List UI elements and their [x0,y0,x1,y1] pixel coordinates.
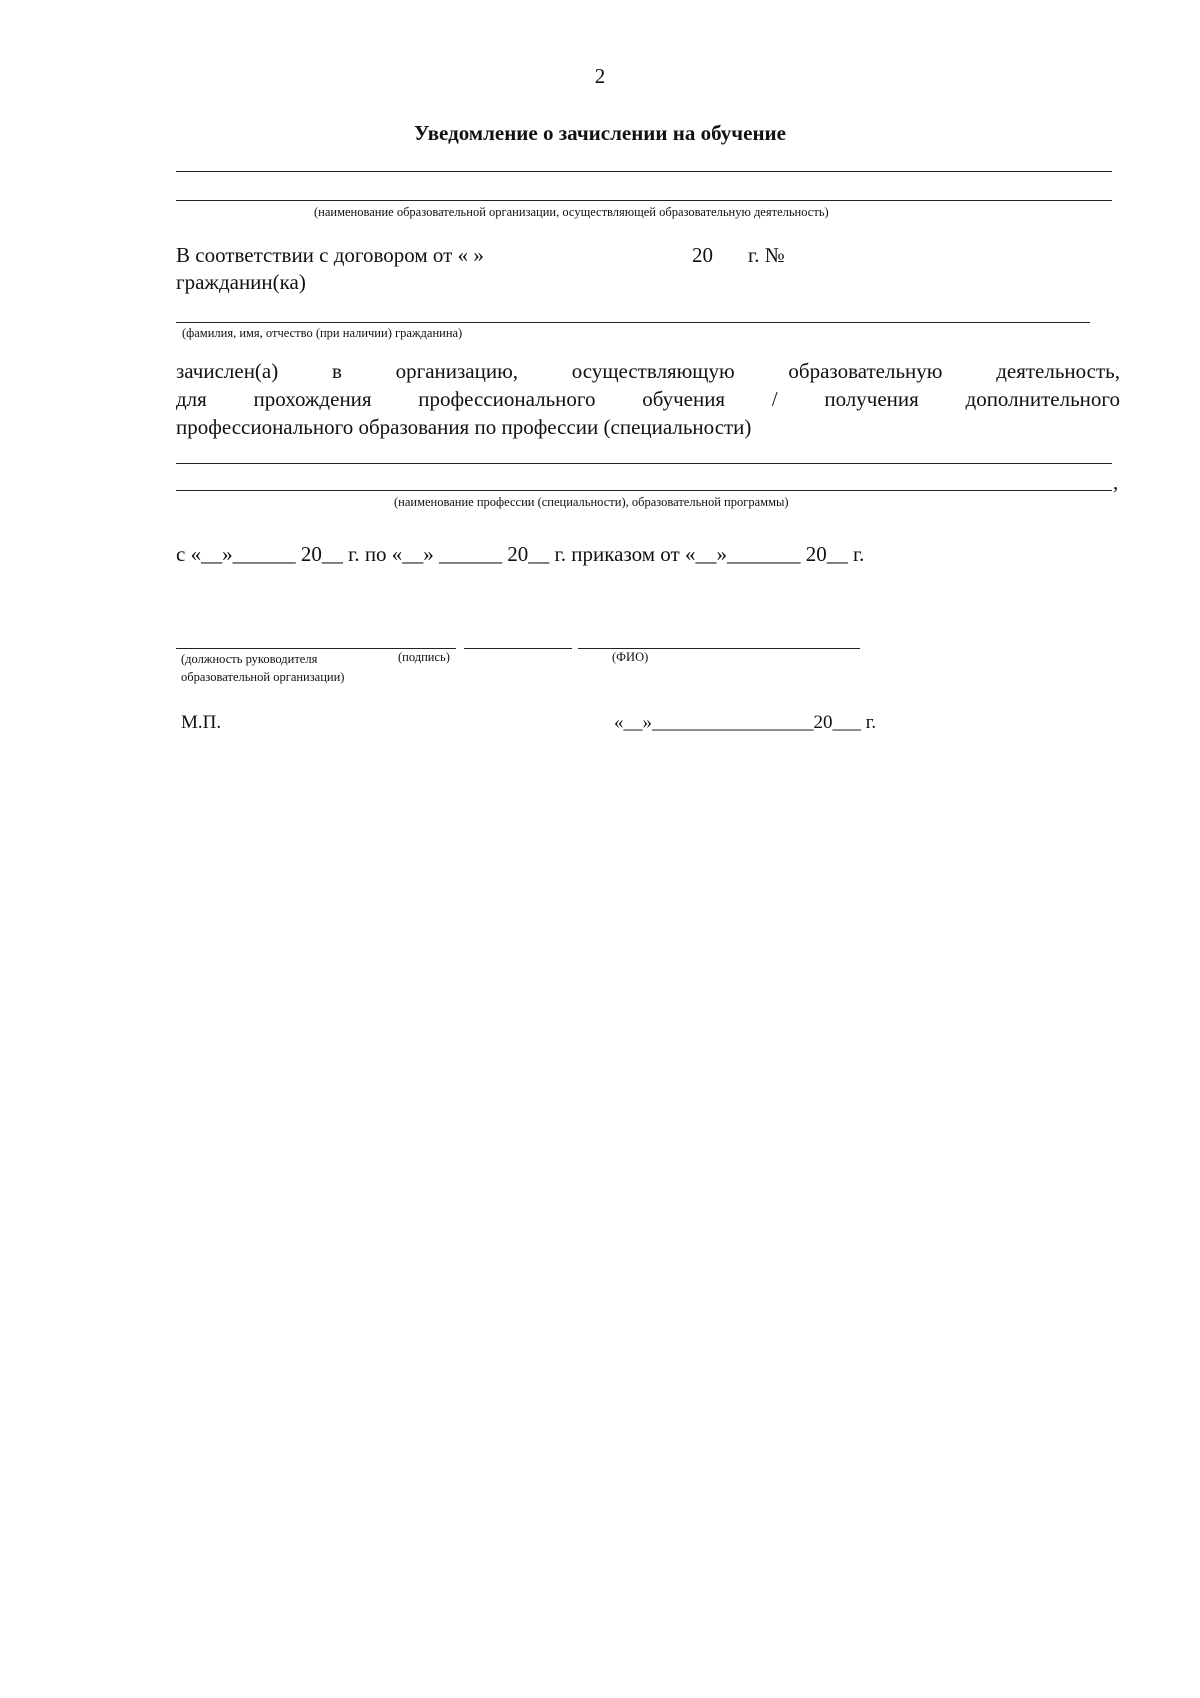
citizen-label: гражданин(ка) [176,270,306,294]
profession-line-2 [176,490,1112,491]
enrollment-line-3: профессионального образования по профессии (специальности) [176,415,752,439]
signature-date-line: «__»_________________20___ г. [614,712,877,733]
document-title: Уведомление о зачислении на обучение [414,121,786,145]
fio-caption: (фамилия, имя, отчество (при наличии) гражданина) [182,326,463,340]
profession-caption: (наименование профессии (специальности), образовательной программы) [394,495,789,509]
org-name-line-2 [176,200,1112,201]
signature-line [464,648,572,649]
contract-number-label: г. № [748,243,785,267]
position-caption-line-2: образовательной организации) [181,670,345,684]
contract-year: 20 [692,243,713,267]
sign-caption: (подпись) [398,650,450,664]
fio-line [176,322,1090,323]
position-caption [181,650,344,686]
page-number: 2 [594,64,606,88]
study-dates-line: с «__»______ 20__ г. по «__» ______ 20__ г. приказом от «__»_______ 20__ г. [176,542,865,566]
org-name-caption: (наименование образовательной организации, осуществляющей образовательную деятельность) [314,205,829,219]
profession-line-1 [176,463,1112,464]
fio-sign-caption: (ФИО) [612,650,649,664]
fio-signature-line [578,648,860,649]
contract-text: В соответствии с договором от « » [176,243,484,267]
position-signature-line [176,648,456,649]
position-caption-line-1: (должность руководителя [181,652,318,666]
stamp-label: М.П. [181,712,222,733]
enrollment-line-1: зачислен(а) в организацию, осуществляющую образовательную деятельность, [176,359,1120,383]
enrollment-line-2: для прохождения профессионального обучения / получения дополнительного [176,387,1120,411]
profession-line-comma: , [1113,470,1119,494]
enrollment-paragraph [176,357,1120,441]
org-name-line-1 [176,171,1112,172]
